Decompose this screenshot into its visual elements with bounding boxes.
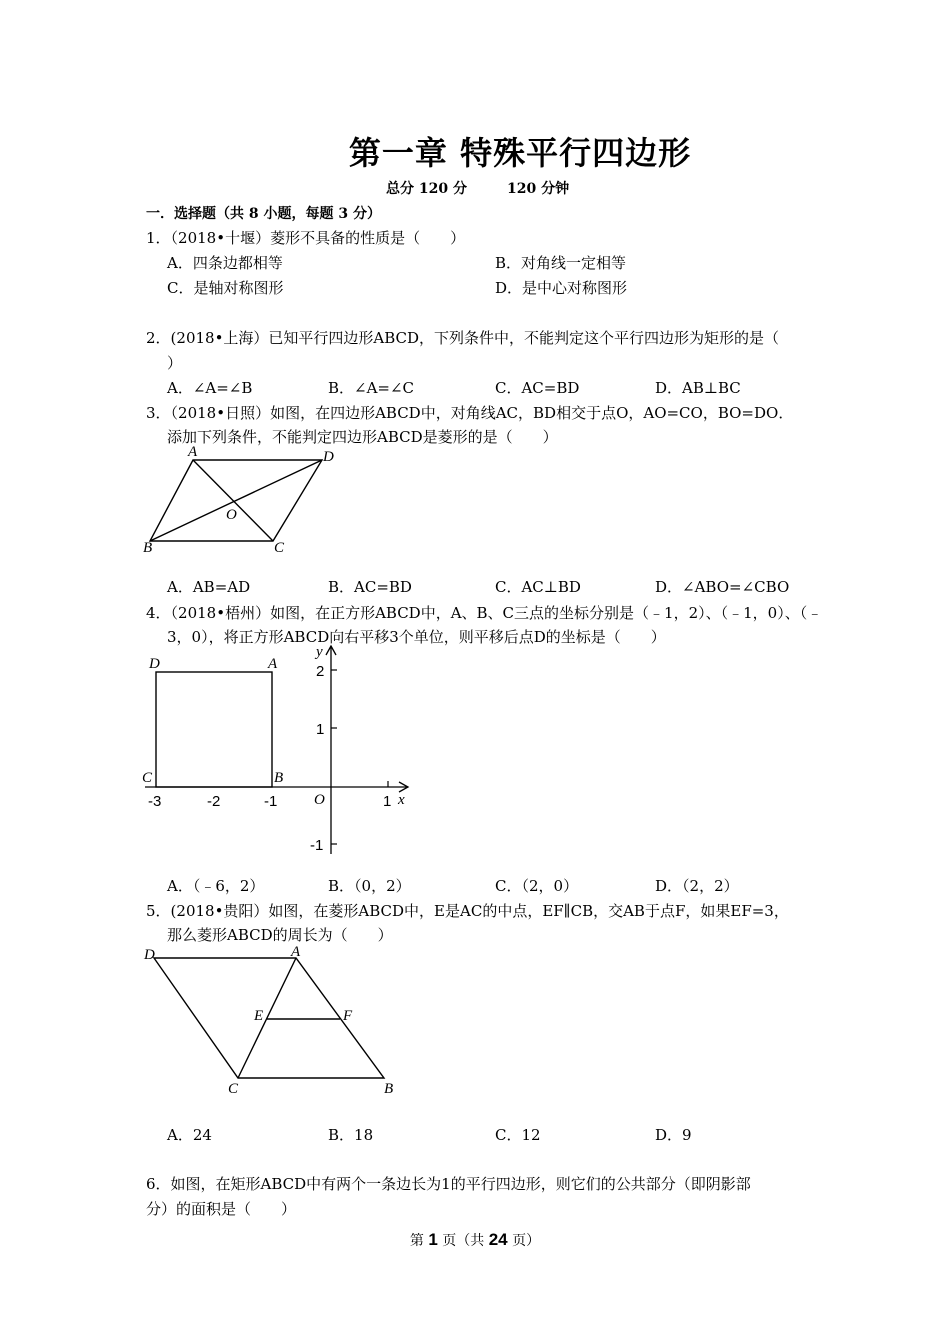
question-6-stem: 6．如图，在矩形ABCD中有两个一条边长为1的平行四边形，则它们的公共部分（即阴影部 (146, 1175, 751, 1193)
q3-figure-quadrilateral (140, 444, 350, 560)
q5-label-e: E (254, 1008, 264, 1024)
page-footer (0, 1230, 950, 1250)
q2-option-b: B．∠A=∠C (328, 379, 415, 397)
question-3-stem: 3．（2018•日照）如图，在四边形ABCD中，对角线AC，BD相交于点O，AO=CO，BO=DO． (146, 404, 794, 422)
q4-option-b: B．（0，2） (328, 877, 411, 895)
q1-option-a: A．四条边都相等 (167, 254, 283, 272)
footer-suffix: 页） (512, 1233, 541, 1249)
q4-x-tick-neg3: -3 (148, 793, 162, 810)
q1-option-d: D．是中心对称图形 (495, 279, 628, 297)
q4-figure-lines (145, 646, 408, 854)
q4-y-tick-2: 2 (316, 663, 325, 680)
q4-x-tick-1: 1 (383, 793, 392, 810)
q5-figure-rhombus (140, 940, 410, 1100)
q4-option-d: D．（2，2） (655, 877, 739, 895)
q5-label-d: D (144, 947, 155, 963)
q5-option-d: D．9 (655, 1126, 692, 1144)
q5-label-a: A (291, 944, 301, 960)
q2-option-d: D．AB⊥BC (655, 379, 741, 397)
q4-x-tick-neg1: -1 (264, 793, 278, 810)
q3-label-d: D (323, 449, 334, 465)
footer-prefix: 第 (409, 1233, 424, 1249)
q2-option-a: A．∠A=∠B (167, 379, 253, 397)
q3-label-c: C (274, 540, 285, 556)
q1-option-b: B．对角线一定相等 (495, 254, 627, 272)
q4-y-axis-label: y (316, 644, 323, 660)
question-6-stem-cont: 分）的面积是（ ） (146, 1200, 297, 1218)
q4-label-c: C (142, 770, 153, 786)
q4-x-axis-label: x (398, 792, 405, 808)
page-title: 第一章 特殊平行四边形 (348, 134, 692, 172)
question-4-stem: 4．（2018•梧州）如图，在正方形ABCD中，A、B、C三点的坐标分别是（﹣1，2）、（﹣1，0）、（﹣ (146, 604, 823, 622)
q4-option-c: C．（2，0） (495, 877, 579, 895)
question-5-stem-cont: 那么菱形ABCD的周长为（ ） (167, 926, 393, 944)
question-2-stem: 2．(2018•上海）已知平行四边形ABCD，下列条件中，不能判定这个平行四边形为矩形的是（ (146, 329, 780, 347)
q2-option-c: C．AC=BD (495, 379, 580, 397)
q4-y-tick-1: 1 (316, 721, 325, 738)
q3-option-b: B．AC=BD (328, 578, 412, 596)
q1-option-c: C．是轴对称图形 (167, 279, 284, 297)
q4-figure-coordinate-plane (140, 640, 420, 865)
q3-option-a: A．AB=AD (167, 578, 251, 596)
question-1-stem: 1．（2018•十堰）菱形不具备的性质是（ ） (146, 229, 466, 247)
q4-label-a: A (268, 656, 278, 672)
question-3-stem-cont: 添加下列条件，不能判定四边形ABCD是菱形的是（ ） (167, 428, 558, 446)
page-number: 1 (428, 1230, 438, 1249)
q4-label-d: D (149, 656, 160, 672)
q3-option-c: C．AC⊥BD (495, 578, 581, 596)
section-heading: 一．选择题（共 8 小题，每题 3 分） (146, 206, 381, 222)
q5-option-b: B．18 (328, 1126, 374, 1144)
q3-label-o: O (226, 507, 237, 523)
exam-info (386, 178, 569, 198)
q3-option-d: D．∠ABO=∠CBO (655, 578, 790, 596)
q4-label-b: B (274, 770, 284, 786)
total-score: 总分 120 分 (386, 181, 467, 197)
q4-x-tick-neg2: -2 (207, 793, 221, 810)
q3-label-b: B (143, 540, 153, 556)
question-4-stem-cont: 3，0），将正方形ABCD向右平移3个单位，则平移后点D的坐标是（ ） (167, 628, 666, 646)
q3-label-a: A (188, 444, 198, 460)
q4-y-tick-neg1: -1 (310, 837, 324, 854)
q5-label-b: B (384, 1081, 394, 1097)
q5-option-a: A．24 (167, 1126, 212, 1144)
q4-origin-label: O (314, 792, 325, 808)
question-2-stem-cont: ） (167, 354, 183, 372)
q3-figure-lines (150, 460, 322, 541)
page-total: 24 (488, 1230, 508, 1249)
time-limit: 120 分钟 (506, 181, 570, 197)
q5-label-c: C (228, 1081, 239, 1097)
q5-option-c: C．12 (495, 1126, 541, 1144)
footer-middle: 页（共 (442, 1233, 485, 1249)
question-5-stem: 5．(2018•贵阳）如图，在菱形ABCD中，E是AC的中点，EF∥CB，交AB于点F，如果EF=3， (146, 902, 789, 920)
q5-label-f: F (343, 1008, 353, 1024)
q4-option-a: A．（﹣6，2） (167, 877, 265, 895)
